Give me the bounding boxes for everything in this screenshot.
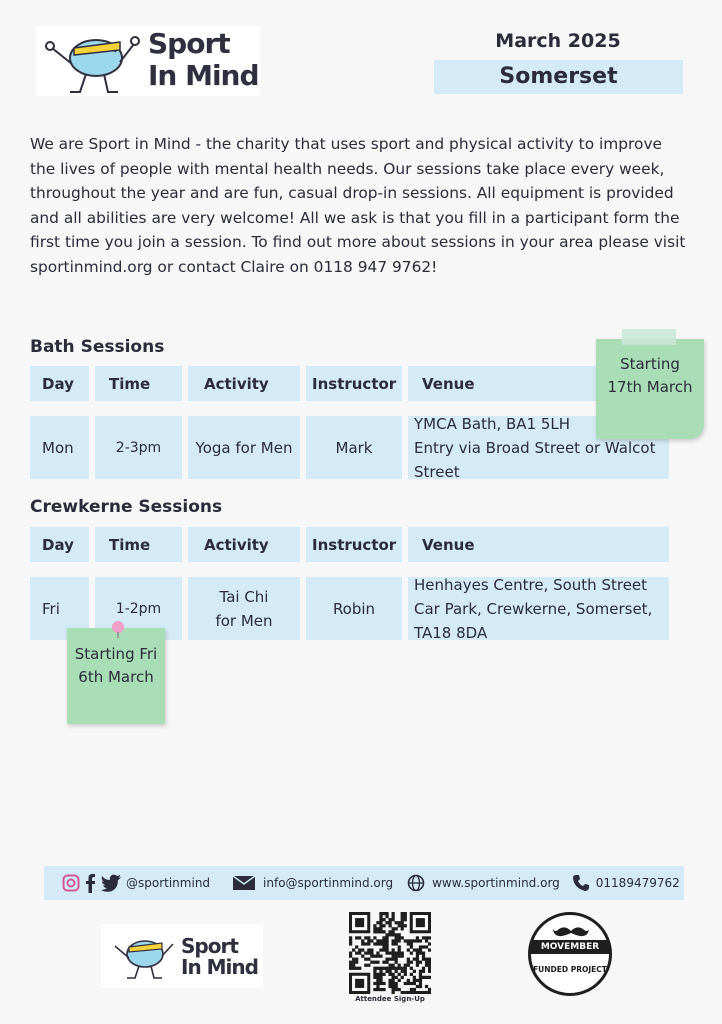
pin-icon [111,620,125,640]
region-title: Somerset [434,60,683,94]
header-instructor: Instructor [306,527,402,562]
crewkerne-note-text: Starting Fri 6th March [74,645,158,686]
qr-code[interactable] [349,912,431,994]
sport-in-mind-logo [36,26,260,96]
twitter-icon[interactable] [100,874,122,892]
header-instructor: Instructor [306,366,402,401]
movember-badge [528,912,612,996]
social-handle[interactable]: @sportinmind [126,876,211,890]
badge-bottom-text: FUNDED PROJECT [533,965,607,974]
crewkerne-time: 1-2pm [95,577,182,640]
badge-top-text: MOVEMBER [531,940,609,954]
footer-logo [101,924,263,988]
crewkerne-activity-line1: Tai Chi [219,587,269,606]
header-activity: Activity [188,527,300,562]
tape-strip [622,329,676,345]
header-venue: Venue [408,366,669,401]
movember-moustache-icon [553,925,589,939]
header-time: Time [95,366,182,401]
footer-logo-line2: In Mind [181,955,258,979]
crewkerne-activity-line2: for Men [215,611,273,630]
phone-icon [572,874,590,892]
bath-note-text: Starting 17th March [607,355,693,396]
logo-line1: Sport [148,27,230,60]
bath-start-note [596,339,704,439]
header-day: Day [30,366,89,401]
website-link[interactable]: www.sportinmind.org [432,876,560,890]
header-day: Day [30,527,89,562]
crewkerne-day: Fri [30,577,89,640]
phone-number[interactable]: 01189479762 [595,876,680,890]
bath-section-title: Bath Sessions [30,337,165,357]
header-venue: Venue [408,527,669,562]
crewkerne-venue: Henhayes Centre, South Street Car Park, Crewkerne, Somerset, TA18 8DA [408,577,669,640]
brain-mascot-icon [40,28,140,96]
crewkerne-start-note [67,628,165,724]
globe-icon [407,874,425,892]
footer-logo-line1: Sport [181,934,238,958]
bath-venue-line1: YMCA Bath, BA1 5LH [414,414,571,433]
crewkerne-activity [188,577,300,640]
crewkerne-instructor: Robin [306,577,402,640]
intro-paragraph: We are Sport in Mind - the charity that uses sport and physical activity to improve the lives of people with mental health needs. Our sessions take place every week, throughout the year and are fun, casual drop-in sessions. All equipment is provided and all abilities are very welcome! All we ask is that you fill in a participant form the first time you join a session. To find out more about sessions in your area please visit sportinmind.org or contact Claire on 0118 947 9762! [30,135,686,276]
header-time: Time [95,527,182,562]
qr-code-pattern [349,912,431,994]
contact-bar [44,866,684,900]
bath-day: Mon [30,416,89,479]
logo-line2: In Mind [148,59,259,92]
bath-activity: Yoga for Men [188,416,300,479]
header-activity: Activity [188,366,300,401]
email-link[interactable]: info@sportinmind.org [263,876,394,890]
mail-icon [232,875,256,891]
bath-time: 2-3pm [95,416,182,479]
month-title: March 2025 [495,30,621,52]
bath-venue-line2: Entry via Broad Street or Walcot Street [414,438,656,481]
brain-mascot-icon [107,932,179,982]
instagram-icon[interactable] [62,874,80,892]
bath-instructor: Mark [306,416,402,479]
facebook-icon[interactable] [84,873,96,893]
crewkerne-section-title: Crewkerne Sessions [30,497,223,517]
qr-caption: Attendee Sign-Up [355,995,425,1003]
